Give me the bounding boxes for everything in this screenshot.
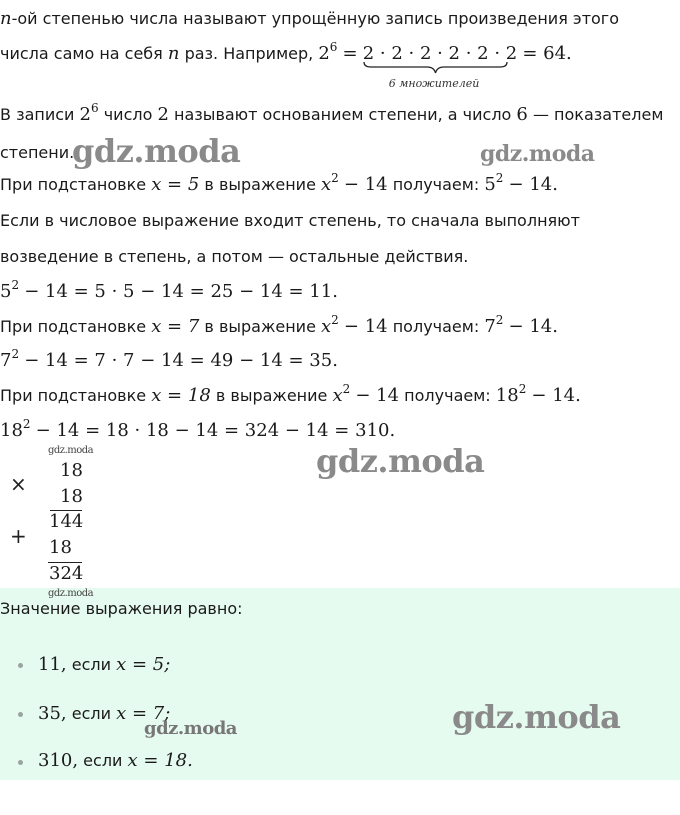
watermark-3: gdz.moda: [48, 445, 94, 456]
watermark-1: gdz.moda: [72, 132, 241, 170]
answer-word-1: если: [71, 655, 111, 674]
watermark-4: gdz.moda: [316, 442, 485, 480]
calc18-base: 18: [0, 420, 23, 441]
sub18-text-b: в выражение: [215, 386, 328, 405]
definition-text-2a: числа само на себя: [0, 44, 163, 63]
math-n-2: n: [167, 43, 180, 64]
plus-sign: +: [10, 524, 27, 548]
p2-text-b: число: [103, 105, 153, 124]
sub18-res-tail: − 14.: [531, 385, 581, 406]
p2-six: 6: [516, 104, 528, 125]
partial-1: 144: [49, 511, 84, 532]
example-base: 2: [318, 43, 330, 64]
sub18-expr-tail: − 14: [355, 385, 400, 406]
p2-text-2: степени.: [0, 143, 75, 162]
sub18-expr: x: [332, 385, 343, 406]
example-result: = 64.: [522, 43, 572, 64]
sub5-text-b: в выражение: [204, 175, 316, 194]
sub5-text-c: получаем:: [392, 175, 480, 194]
times-sign: ×: [10, 472, 27, 496]
sub18-text-a: При подстановке: [0, 386, 147, 405]
substitution-5: [0, 171, 558, 196]
sub5-res-tail: − 14.: [508, 174, 558, 195]
answer-item-1: [38, 654, 170, 676]
rule-text-1: Если в числовое выражение входит степень, то сначала выполняют: [0, 211, 580, 230]
p2-power: $2^6$: [79, 101, 99, 125]
p2-power-exp: 6: [90, 101, 99, 115]
p2-text-a: В записи: [0, 105, 75, 124]
watermark-7: gdz.moda: [144, 718, 237, 739]
sub5-cond: x = 5: [151, 174, 200, 195]
example-power: [318, 40, 338, 64]
watermark-2: gdz.moda: [480, 141, 595, 167]
example-product-group: [362, 43, 518, 90]
substitution-18: [0, 382, 581, 407]
underbrace-note: 6 множителей: [388, 77, 480, 90]
sub7-res-tail: − 14.: [508, 316, 558, 337]
calc5-tail: − 14 = 5 · 5 − 14 = 25 − 14 = 11.: [24, 281, 338, 302]
sub7-expr: x: [321, 316, 332, 337]
answer-word-3: если: [83, 751, 123, 770]
answer-word-2: если: [71, 704, 111, 723]
sub18-res-base: 18: [495, 385, 519, 406]
sub7-cond: x = 7: [151, 316, 200, 337]
sub7-expr-tail: − 14: [343, 316, 388, 337]
answer-item-3: [38, 750, 193, 772]
base-exponent-line-1: [0, 101, 664, 126]
sub18-expr-exp: 2: [342, 382, 351, 396]
sub7-expr-exp: 2: [331, 313, 339, 327]
example-product: 2 · 2 · 2 · 2 · 2 · 2: [362, 43, 518, 64]
math-n: n: [0, 8, 12, 29]
watermark-5: gdz.moda: [48, 588, 94, 599]
rule-text-2: возведение в степень, а потом — остальные действия.: [0, 247, 469, 266]
calc7-tail: − 14 = 7 · 7 − 14 = 49 − 14 = 35.: [24, 350, 338, 371]
sub5-text-a: При подстановке: [0, 175, 147, 194]
example-eq: =: [342, 43, 358, 64]
sub18-res-exp: 2: [518, 382, 527, 396]
answer-cond-1: x = 5;: [116, 654, 171, 675]
answer-box: [0, 588, 680, 780]
definition-text-1: -ой степенью числа называют упрощённую запись произведения этого: [11, 9, 619, 28]
calculation-7: [0, 347, 338, 372]
calc18-tail: − 14 = 18 · 18 − 14 = 324 − 14 = 310.: [35, 420, 396, 441]
answer-cond-3: x = 18.: [127, 750, 193, 771]
answer-cond-2: x = 7;: [116, 703, 171, 724]
calc5-exp: 2: [11, 278, 20, 292]
watermark-6: gdz.moda: [452, 698, 621, 736]
bullet-3: [18, 760, 23, 765]
definition-line-2: [0, 40, 572, 90]
calculation-18: [0, 417, 396, 442]
base-exponent-line-2: [0, 142, 74, 164]
definition-text-2b: раз. Например,: [184, 44, 314, 63]
bullet-2: [18, 712, 23, 717]
sub7-res-exp: 2: [495, 313, 504, 327]
substitution-7: [0, 313, 558, 338]
sub18-text-c: получаем:: [404, 386, 491, 405]
rule-line-1: [0, 210, 580, 232]
column-sum: 324: [49, 563, 84, 584]
definition-line-1: [0, 8, 619, 30]
sub5-expr-tail: − 14: [343, 174, 388, 195]
answer-value-3: 310,: [38, 750, 79, 771]
sub7-text-c: получаем:: [392, 317, 480, 336]
factor-b: 18: [60, 486, 83, 507]
factor-a: 18: [60, 460, 83, 481]
answer-value-1: 11,: [38, 654, 67, 675]
partial-2: 18: [49, 537, 72, 558]
sub7-res-base: 7: [484, 316, 496, 337]
calc7-exp: 2: [11, 347, 20, 361]
example-exp: 6: [329, 40, 338, 54]
rule-line-2: [0, 246, 468, 268]
p2-two: 2: [157, 104, 169, 125]
sub5-res-exp: 2: [495, 171, 504, 185]
p2-text-c: называют основанием степени, а число: [174, 105, 512, 124]
sub5-res-base: 5: [484, 174, 496, 195]
p2-text-d: — показателем: [532, 105, 664, 124]
sub5-expr: x: [321, 174, 332, 195]
calc18-exp: 2: [22, 417, 31, 431]
sub7-text-a: При подстановке: [0, 317, 147, 336]
answer-value-2: 35,: [38, 703, 67, 724]
answer-heading: Значение выражения равно:: [0, 599, 243, 618]
calculation-5: [0, 278, 338, 303]
sub18-cond: x = 18: [151, 385, 211, 406]
bullet-1: [18, 663, 23, 668]
calc7-base: 7: [0, 350, 12, 371]
sub7-text-b: в выражение: [204, 317, 316, 336]
sub5-expr-exp: 2: [331, 171, 339, 185]
calc5-base: 5: [0, 281, 12, 302]
